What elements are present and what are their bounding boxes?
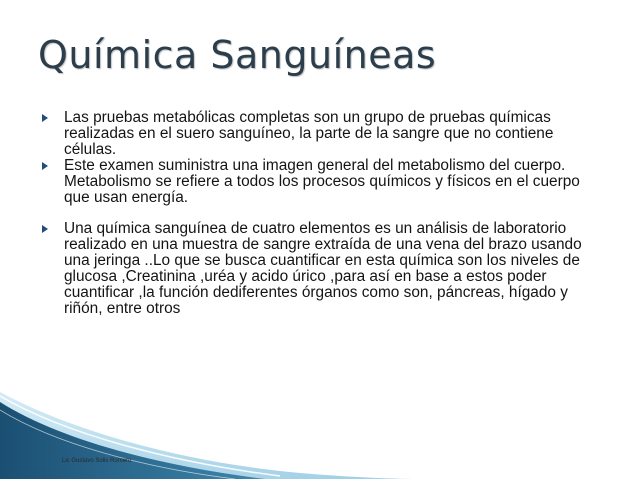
- bullet-item: [42, 158, 594, 206]
- bullet-item: [42, 221, 594, 317]
- slide-title: Química Sanguíneas: [38, 33, 437, 77]
- bullet-text: Una química sanguínea de cuatro elementos es un análisis de laboratorio realizado en una muestra de sangre extraída de una vena del brazo usando una jeringa ..Lo que se busca cuantificar en esta química son los niveles de glucosa ,Creatinina ,uréa y acido úrico ,para así en base a estos poder cuantificar ,la función dediferentes órganos como son, páncreas, hígado y riñón, entre otros: [64, 220, 582, 317]
- bullet-text: Las pruebas metabólicas completas son un grupo de pruebas químicas realizadas en el suero sanguíneo, la parte de la sangre que no contiene células.: [64, 109, 554, 158]
- triangle-bullet-icon: [42, 114, 48, 122]
- bullet-list: [42, 110, 594, 317]
- triangle-bullet-icon: [42, 225, 48, 233]
- bullet-text: Este examen suministra una imagen general del metabolismo del cuerpo. Metabolismo se refiere a todos los procesos químicos y físicos en el cuerpo que usan energía.: [64, 157, 580, 206]
- triangle-bullet-icon: [42, 162, 48, 170]
- bullet-item: [42, 110, 594, 158]
- footer-author: Lic Gustavo Solis Romero: [62, 458, 132, 464]
